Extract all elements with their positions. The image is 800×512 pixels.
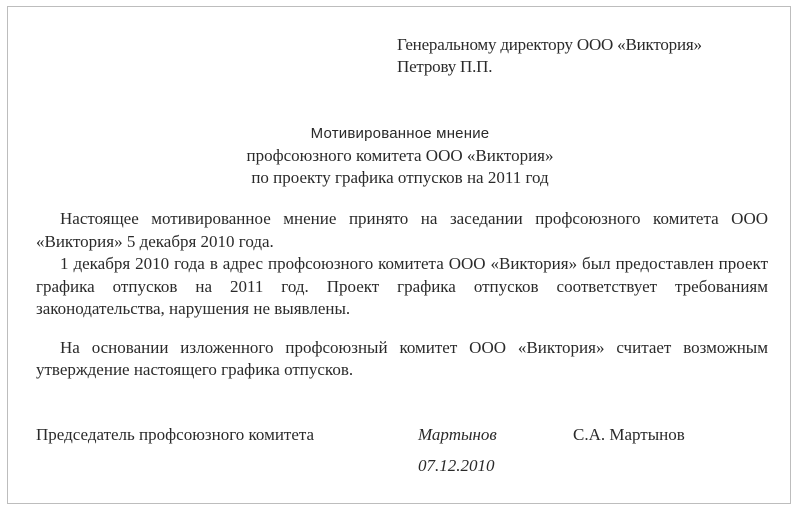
title-line-3: по проекту графика отпусков на 2011 год	[251, 168, 549, 187]
signer-name: С.А. Мартынов	[573, 425, 685, 444]
addressee-name: Петрову П.П.	[397, 57, 493, 76]
addressee-position: Генеральному директору ООО «Виктория»	[397, 35, 702, 54]
addressee-block	[397, 34, 702, 78]
document-body	[36, 208, 768, 382]
paragraph-2: 1 декабря 2010 года в адрес профсоюзного комитета ООО «Виктория» был предоставлен проект графика отпусков на 2011 год. Проект графика отпусков соответствует требованиям законодательства, нарушения не выявлены.	[36, 254, 768, 318]
title-line-1: Мотивированное мнение	[310, 125, 490, 142]
document-title	[0, 123, 800, 189]
signature-label: Председатель профсоюзного комитета	[36, 425, 315, 444]
handwritten-signature: Мартынов	[418, 425, 497, 444]
paragraph-3: На основании изложенного профсоюзный комитет ООО «Виктория» считает возможным утверждение настоящего графика отпусков.	[36, 337, 768, 379]
signature-date: 07.12.2010	[418, 456, 495, 475]
paragraph-1: Настоящее мотивированное мнение принято на заседании профсоюзного комитета ООО «Виктория» 5 декабря 2010 года.	[36, 209, 768, 251]
title-line-2: профсоюзного комитета ООО «Виктория»	[246, 146, 554, 165]
